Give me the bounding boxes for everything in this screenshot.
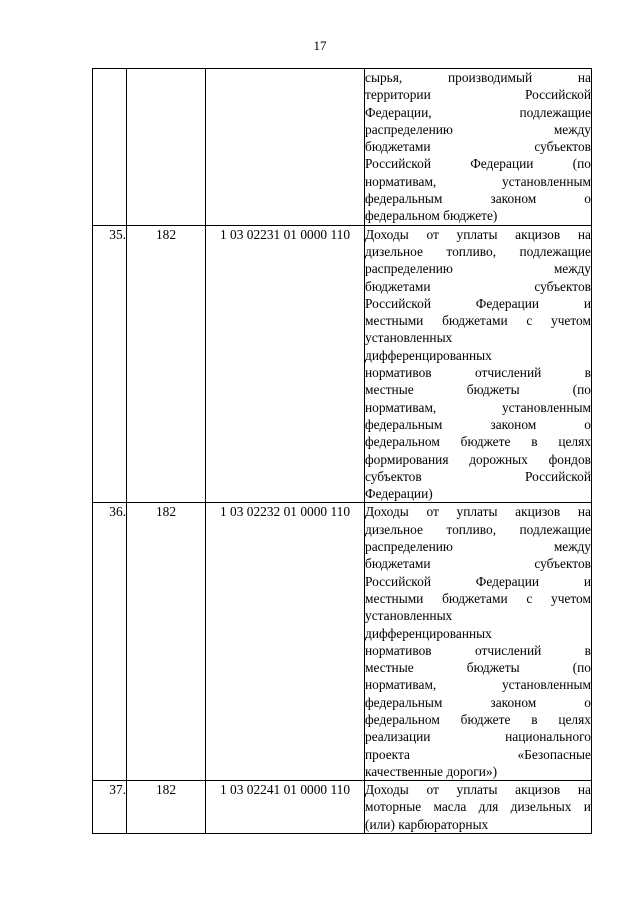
description-line: местными бюджетами с учетом (365, 590, 591, 606)
revenue-description-cell (365, 69, 592, 226)
description-line: Российской Федерации (по (365, 156, 591, 172)
description-line: бюджетами субъектов (365, 278, 591, 294)
revenue-description-cell (365, 503, 592, 781)
description-line: Российской Федерации и (365, 295, 591, 311)
description-line: нормативам, установленным (365, 173, 591, 189)
row-number-cell: 35. (93, 225, 127, 503)
description-line: дизельное топливо, подлежащие (365, 521, 591, 537)
description-line: федеральным законом о (365, 694, 591, 710)
budget-classification-code-cell: 1 03 02231 01 0000 110 (206, 225, 365, 503)
description-line: дифференцированных (365, 347, 492, 363)
description-line: установленных (365, 330, 453, 346)
description-line: Федерации, подлежащие (365, 104, 591, 120)
description-line: федеральном бюджете в целях (365, 711, 591, 727)
description-line: Федерации) (365, 486, 433, 502)
description-line: Доходы от уплаты акцизов на (365, 226, 591, 242)
description-line: федеральном бюджете в целях (365, 434, 591, 450)
description-line: распределению между (365, 261, 591, 277)
admin-code-cell: 182 (127, 225, 206, 503)
description-line: Доходы от уплаты акцизов на (365, 782, 591, 798)
row-number-cell: 36. (93, 503, 127, 781)
revenue-codes-table (92, 68, 592, 834)
description-line: местными бюджетами с учетом (365, 313, 591, 329)
admin-code-cell: 182 (127, 503, 206, 781)
description-line: местные бюджеты (по (365, 382, 591, 398)
description-line: сырья, производимый на (365, 70, 591, 85)
admin-code-cell: 182 (127, 781, 206, 834)
description-line: реализации национального (365, 729, 591, 745)
description-line: моторные масла для дизельных и (365, 799, 591, 815)
description-line: бюджетами субъектов (365, 139, 591, 155)
description-line: субъектов Российской (365, 468, 591, 484)
table-body (93, 69, 592, 834)
admin-code-cell (127, 69, 206, 226)
description-line: территории Российской (365, 87, 591, 103)
page-number: 17 (313, 38, 327, 53)
description-line: нормативов отчислений в (365, 365, 591, 381)
description-line: федеральном бюджете) (365, 208, 498, 224)
table-row (93, 781, 592, 834)
table-row (93, 503, 592, 781)
description-line: Российской Федерации и (365, 573, 591, 589)
revenue-description-cell (365, 781, 592, 834)
budget-classification-code-cell: 1 03 02241 01 0000 110 (206, 781, 365, 834)
description-line: качественные дороги») (365, 763, 498, 779)
table-row (93, 225, 592, 503)
description-line: федеральным законом о (365, 416, 591, 432)
budget-classification-code-cell (206, 69, 365, 226)
row-number-cell (93, 69, 127, 226)
description-line: распределению между (365, 121, 591, 137)
description-line: федеральным законом о (365, 191, 591, 207)
description-line: Доходы от уплаты акцизов на (365, 504, 591, 520)
description-line: нормативов отчислений в (365, 642, 591, 658)
description-line: нормативам, установленным (365, 677, 591, 693)
description-line: нормативам, установленным (365, 399, 591, 415)
revenue-description-cell (365, 225, 592, 503)
description-line: проекта «Безопасные (365, 746, 591, 762)
row-number-cell: 37. (93, 781, 127, 834)
description-line: местные бюджеты (по (365, 660, 591, 676)
table-row (93, 69, 592, 226)
description-line: дифференцированных (365, 625, 492, 641)
description-line: формирования дорожных фондов (365, 451, 591, 467)
description-line: дизельное топливо, подлежащие (365, 243, 591, 259)
description-line: распределению между (365, 539, 591, 555)
description-line: установленных (365, 608, 453, 624)
description-line: бюджетами субъектов (365, 556, 591, 572)
description-line: (или) карбюраторных (365, 816, 489, 832)
budget-classification-code-cell: 1 03 02232 01 0000 110 (206, 503, 365, 781)
